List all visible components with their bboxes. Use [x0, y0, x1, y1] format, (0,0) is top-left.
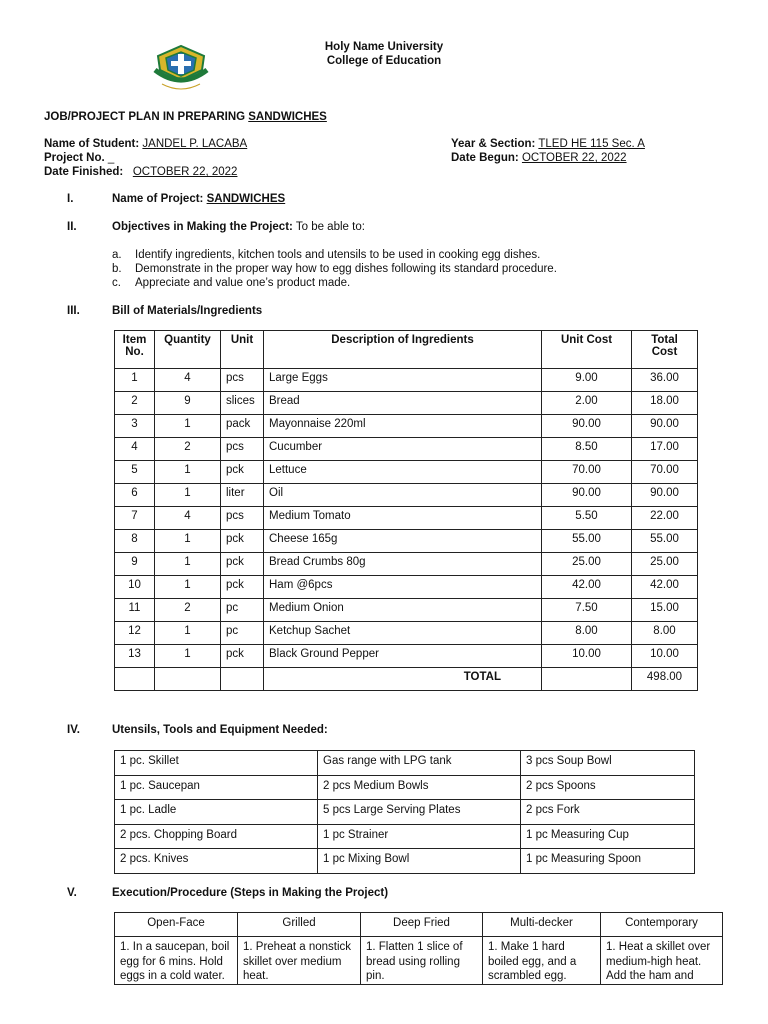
unit-cost: 25.00	[542, 553, 632, 576]
header-contemporary: Contemporary	[601, 913, 723, 937]
table-row	[115, 530, 698, 553]
objective-letter: c.	[112, 277, 121, 289]
item-no: 8	[115, 530, 155, 553]
description: Bread	[264, 392, 542, 415]
description: Large Eggs	[264, 369, 542, 392]
table-row	[115, 369, 698, 392]
total-cost: 70.00	[632, 461, 698, 484]
unit: pcs	[221, 438, 264, 461]
total-cost: 90.00	[632, 484, 698, 507]
section-1-heading	[112, 192, 285, 206]
year-section-line	[451, 137, 645, 151]
total-cost: 17.00	[632, 438, 698, 461]
section-2-heading	[112, 220, 365, 234]
objective-item	[112, 262, 557, 276]
procedure-step: 1. Preheat a nonstick skillet over medium heat.	[238, 937, 361, 985]
total-cost: 25.00	[632, 553, 698, 576]
item-no: 13	[115, 645, 155, 668]
materials-header-row	[115, 331, 698, 369]
unit: pack	[221, 415, 264, 438]
section-4-number: IV.	[67, 724, 81, 736]
description: Oil	[264, 484, 542, 507]
utensil-cell: 3 pcs Soup Bowl	[521, 751, 695, 776]
unit-cost: 90.00	[542, 415, 632, 438]
quantity: 2	[155, 599, 221, 622]
utensil-cell: 1 pc. Ladle	[115, 800, 318, 825]
section-5-label: Execution/Procedure (Steps in Making the Project)	[112, 887, 389, 899]
quantity: 1	[155, 461, 221, 484]
utensil-cell: 1 pc Measuring Cup	[521, 824, 695, 849]
item-no: 12	[115, 622, 155, 645]
header-description: Description of Ingredients	[264, 331, 542, 369]
utensil-cell: 2 pcs Spoons	[521, 775, 695, 800]
description: Cucumber	[264, 438, 542, 461]
item-no: 3	[115, 415, 155, 438]
objective-item	[112, 248, 541, 262]
header-item-no: Item No.	[115, 331, 155, 369]
utensil-cell: 1 pc Strainer	[318, 824, 521, 849]
date-begun-label: Date Begun:	[451, 152, 519, 164]
total-cost: 22.00	[632, 507, 698, 530]
procedure-step: 1. In a saucepan, boil egg for 6 mins. Hold eggs in a cold water.	[115, 937, 238, 985]
item-no: 11	[115, 599, 155, 622]
unit: slices	[221, 392, 264, 415]
total-cost: 8.00	[632, 622, 698, 645]
table-row	[115, 622, 698, 645]
quantity: 1	[155, 622, 221, 645]
description: Mayonnaise 220ml	[264, 415, 542, 438]
unit: pcs	[221, 507, 264, 530]
objective-text: Identify ingredients, kitchen tools and utensils to be used in cooking egg dishes.	[135, 249, 541, 261]
item-no: 9	[115, 553, 155, 576]
unit-cost: 42.00	[542, 576, 632, 599]
item-no: 2	[115, 392, 155, 415]
unit: pck	[221, 530, 264, 553]
year-section-label: Year & Section:	[451, 138, 536, 150]
objective-item	[112, 276, 351, 290]
project-no-label: Project No.	[44, 152, 105, 164]
unit-cost: 8.50	[542, 438, 632, 461]
header-total-cost: Total Cost	[632, 331, 698, 369]
section-1-number: I.	[67, 193, 74, 205]
utensil-cell: 1 pc. Saucepan	[115, 775, 318, 800]
table-row	[115, 849, 695, 874]
table-row	[115, 824, 695, 849]
description: Medium Onion	[264, 599, 542, 622]
utensil-cell: Gas range with LPG tank	[318, 751, 521, 776]
total-label: TOTAL	[264, 668, 542, 691]
table-row	[115, 507, 698, 530]
unit-cost: 90.00	[542, 484, 632, 507]
item-no: 4	[115, 438, 155, 461]
procedure-step: 1. Make 1 hard boiled egg, and a scrambled egg.	[483, 937, 601, 985]
table-row	[115, 775, 695, 800]
date-finished-label: Date Finished:	[44, 166, 124, 178]
utensil-cell: 2 pcs Fork	[521, 800, 695, 825]
quantity: 1	[155, 415, 221, 438]
table-row	[115, 599, 698, 622]
total-cost: 10.00	[632, 645, 698, 668]
unit-cost: 5.50	[542, 507, 632, 530]
section-2-number: II.	[67, 221, 77, 233]
unit: pc	[221, 599, 264, 622]
unit: pck	[221, 645, 264, 668]
empty-cell	[221, 668, 264, 691]
table-row	[115, 751, 695, 776]
description: Bread Crumbs 80g	[264, 553, 542, 576]
utensil-cell: 2 pcs Medium Bowls	[318, 775, 521, 800]
procedure-header-row	[115, 913, 723, 937]
date-finished-value: OCTOBER 22, 2022	[132, 166, 238, 178]
table-row	[115, 392, 698, 415]
date-begun-value: OCTOBER 22, 2022	[521, 152, 627, 164]
description: Black Ground Pepper	[264, 645, 542, 668]
description: Ketchup Sachet	[264, 622, 542, 645]
section-2-label: Objectives in Making the Project:	[112, 221, 293, 233]
header-deep-fried: Deep Fried	[361, 913, 483, 937]
objective-text: Appreciate and value one’s product made.	[135, 277, 351, 289]
unit-cost: 9.00	[542, 369, 632, 392]
table-row	[115, 438, 698, 461]
unit-cost: 70.00	[542, 461, 632, 484]
item-no: 5	[115, 461, 155, 484]
total-value: 498.00	[632, 668, 698, 691]
university-name: Holy Name University	[324, 41, 444, 53]
total-cost: 36.00	[632, 369, 698, 392]
objective-letter: b.	[112, 263, 122, 275]
total-cost: 90.00	[632, 415, 698, 438]
header-unit-cost: Unit Cost	[542, 331, 632, 369]
description: Cheese 165g	[264, 530, 542, 553]
section-3-number: III.	[67, 305, 80, 317]
procedure-step: 1. Flatten 1 slice of bread using rolling pin.	[361, 937, 483, 985]
empty-cell	[155, 668, 221, 691]
total-cost: 55.00	[632, 530, 698, 553]
total-cost: 15.00	[632, 599, 698, 622]
unit-cost: 7.50	[542, 599, 632, 622]
unit: pc	[221, 622, 264, 645]
college-name: College of Education	[326, 55, 442, 67]
empty-cell	[115, 668, 155, 691]
utensil-cell: 5 pcs Large Serving Plates	[318, 800, 521, 825]
unit-cost: 2.00	[542, 392, 632, 415]
table-row	[115, 553, 698, 576]
item-no: 10	[115, 576, 155, 599]
student-name-line	[44, 137, 247, 151]
utensil-cell: 2 pcs. Knives	[115, 849, 318, 874]
utensil-cell: 2 pcs. Chopping Board	[115, 824, 318, 849]
year-section-value: TLED HE 115 Sec. A	[538, 138, 645, 150]
header-open-face: Open-Face	[115, 913, 238, 937]
student-name-label: Name of Student:	[44, 138, 140, 150]
unit: pcs	[221, 369, 264, 392]
header-unit: Unit	[221, 331, 264, 369]
utensil-cell: 1 pc Mixing Bowl	[318, 849, 521, 874]
section-2-value: To be able to:	[295, 221, 365, 233]
table-row	[115, 937, 723, 985]
quantity: 1	[155, 645, 221, 668]
quantity: 4	[155, 507, 221, 530]
total-cost: 42.00	[632, 576, 698, 599]
procedure-step: 1. Heat a skillet over medium-high heat. Add the ham and	[601, 937, 723, 985]
utensil-cell: 1 pc. Skillet	[115, 751, 318, 776]
item-no: 6	[115, 484, 155, 507]
quantity: 4	[155, 369, 221, 392]
table-row	[115, 484, 698, 507]
quantity: 1	[155, 530, 221, 553]
quantity: 2	[155, 438, 221, 461]
unit: liter	[221, 484, 264, 507]
quantity: 1	[155, 576, 221, 599]
quantity: 1	[155, 484, 221, 507]
materials-table	[114, 330, 698, 691]
title-prefix: JOB/PROJECT PLAN IN PREPARING	[44, 111, 249, 123]
item-no: 7	[115, 507, 155, 530]
unit: pck	[221, 461, 264, 484]
document-title	[44, 110, 327, 124]
title-subject: SANDWICHES	[248, 111, 327, 123]
section-3-label: Bill of Materials/Ingredients	[112, 305, 263, 317]
table-row	[115, 415, 698, 438]
unit-cost: 8.00	[542, 622, 632, 645]
table-row	[115, 461, 698, 484]
date-begun-line	[451, 151, 627, 165]
table-row	[115, 800, 695, 825]
student-name-value: JANDEL P. LACABA	[142, 138, 248, 150]
project-no-value: _	[107, 152, 115, 164]
date-finished-line	[44, 165, 237, 179]
project-no-line	[44, 151, 114, 165]
total-cost: 18.00	[632, 392, 698, 415]
section-1-label: Name of Project:	[112, 193, 204, 205]
section-4-label: Utensils, Tools and Equipment Needed:	[112, 724, 328, 736]
header-grilled: Grilled	[238, 913, 361, 937]
table-row	[115, 576, 698, 599]
total-row	[115, 668, 698, 691]
table-row	[115, 645, 698, 668]
item-no: 1	[115, 369, 155, 392]
utensils-table	[114, 750, 695, 874]
objective-text: Demonstrate in the proper way how to egg dishes following its standard procedure.	[135, 263, 557, 275]
description: Medium Tomato	[264, 507, 542, 530]
header-quantity: Quantity	[155, 331, 221, 369]
quantity: 1	[155, 553, 221, 576]
section-5-number: V.	[67, 887, 77, 899]
header-multi-decker: Multi-decker	[483, 913, 601, 937]
utensil-cell: 1 pc Measuring Spoon	[521, 849, 695, 874]
empty-cell	[542, 668, 632, 691]
objective-letter: a.	[112, 249, 122, 261]
unit-cost: 55.00	[542, 530, 632, 553]
unit: pck	[221, 553, 264, 576]
description: Lettuce	[264, 461, 542, 484]
unit-cost: 10.00	[542, 645, 632, 668]
quantity: 9	[155, 392, 221, 415]
unit: pck	[221, 576, 264, 599]
project-name-value: SANDWICHES	[206, 193, 286, 205]
description: Ham @6pcs	[264, 576, 542, 599]
procedure-table	[114, 912, 723, 985]
